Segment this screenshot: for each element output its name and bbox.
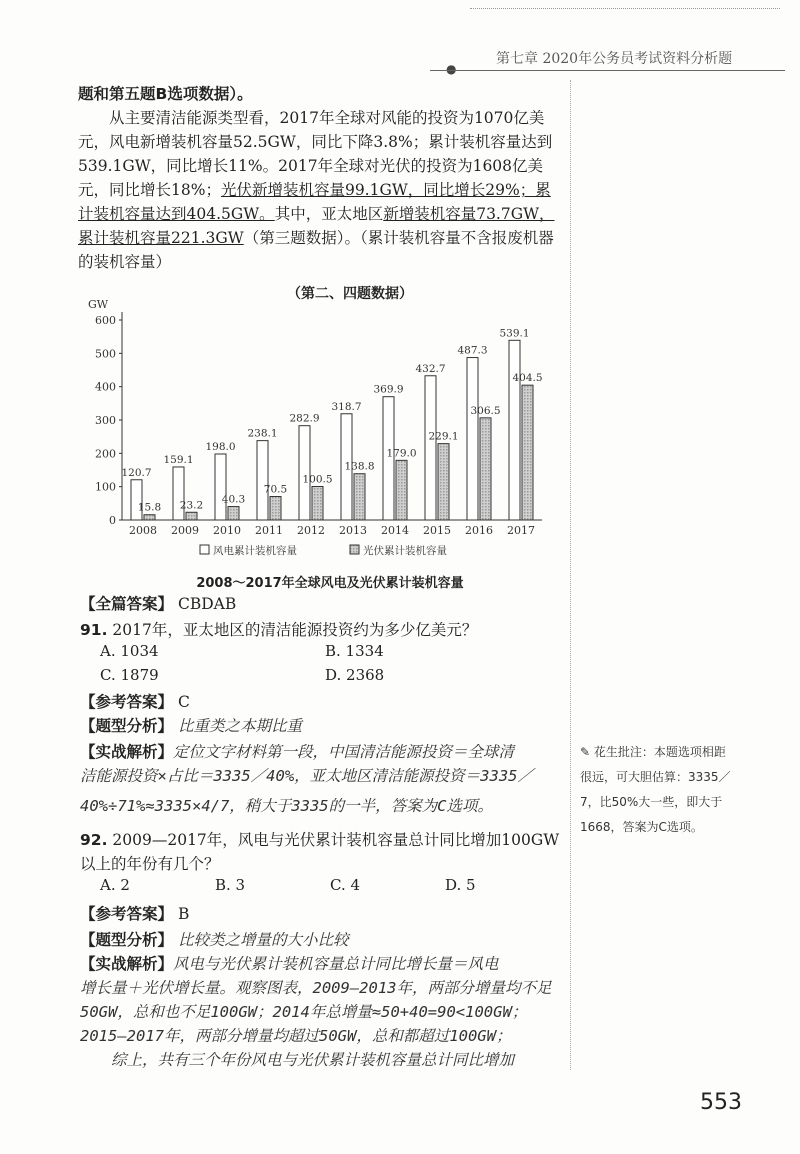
- q92-sol-line2: 增长量＋光伏增长量。观察图表，2009—2013年，两部分增量均不足: [80, 979, 552, 997]
- x-tick-label: 2016: [465, 524, 493, 537]
- intro-p1c: 其中，亚太地区: [274, 205, 384, 223]
- all-answers: [80, 592, 560, 616]
- q91-sol-line3: 40%÷71%≈3335×4/7，稍大于3335的一半，答案为C选项。: [80, 797, 493, 815]
- answers-label: 【全篇答案】: [80, 595, 174, 613]
- x-tick-label: 2014: [381, 524, 409, 537]
- header-dotted-rule: [470, 8, 780, 9]
- intro-paragraph: [78, 106, 560, 274]
- y-tick-label: 600: [95, 314, 116, 327]
- x-tick-label: 2015: [423, 524, 451, 537]
- legend-swatch-wind: [200, 545, 209, 554]
- wind-bar-2009: [173, 467, 184, 520]
- solar-bar-2016: [480, 418, 491, 520]
- wind-bar-2016: [467, 358, 478, 520]
- q91-ref-label: 【参考答案】: [80, 693, 174, 711]
- q92-sol-line5: 综上，共有三个年份风电与光伏累计装机容量总计同比增加: [111, 1051, 515, 1069]
- intro-line0: 题和第五题B选项数据）。: [78, 85, 253, 103]
- q91-sol-label: 【实战解析】: [80, 743, 174, 761]
- wind-value-label: 120.7: [121, 466, 152, 479]
- y-tick-label: 0: [109, 514, 116, 527]
- intro-p1e: （第三题数据）。（累计装机容量不含报废机器的装机容量）: [78, 229, 554, 271]
- question-92: [80, 828, 560, 876]
- y-tick-label: 500: [95, 347, 116, 361]
- wind-bar-2008: [131, 480, 142, 520]
- q91-option-a: A. 1034: [100, 642, 159, 660]
- answers-value: CBDAB: [177, 595, 237, 613]
- wind-value-label: 198.0: [205, 441, 236, 453]
- solar-bar-2012: [312, 487, 323, 521]
- wind-value-label: 539.1: [499, 327, 530, 340]
- q91-options: [100, 642, 560, 692]
- solar-value-label: 229.1: [428, 430, 459, 443]
- q91-sol-line1: 定位文字材料第一段，中国清洁能源投资＝全球清: [173, 743, 515, 761]
- wind-bar-2010: [215, 454, 226, 520]
- q92-number: 92.: [80, 831, 108, 849]
- q91-type-label: 【题型分析】: [80, 717, 174, 735]
- q92-text: 2009—2017年，风电与光伏累计装机容量总计同比增加100GW以上的年份有几个？: [80, 831, 560, 873]
- wind-bar-2015: [425, 376, 436, 520]
- solar-value-label: 306.5: [470, 404, 501, 417]
- q92-sol-label: 【实战解析】: [80, 955, 174, 973]
- q91-option-d: D. 2368: [325, 666, 385, 684]
- solar-value-label: 23.2: [179, 499, 204, 512]
- x-tick-label: 2013: [339, 524, 367, 537]
- q92-sol-line4: 2015—2017年，两部分增量均超过50GW，总和都超过100GW；: [80, 1027, 512, 1045]
- solar-bar-2011: [270, 497, 281, 521]
- wind-value-label: 369.9: [373, 383, 404, 396]
- q92-option-b: B. 3: [215, 876, 246, 894]
- question-91: [80, 618, 560, 642]
- solar-value-label: 15.8: [137, 501, 162, 514]
- header-rule: [430, 70, 785, 71]
- y-tick-label: 200: [95, 447, 116, 461]
- legend-label-solar: 光伏累计装机容量: [363, 545, 447, 557]
- sidenote-line2: 很远，可大胆估算：3335／: [580, 770, 731, 784]
- intro-p1d: 新增装机容量73.7GW，累计装机容量221.3GW: [78, 205, 555, 247]
- side-annotation: [580, 740, 765, 840]
- q91-option-b: B. 1334: [325, 642, 384, 660]
- q92-type-label: 【题型分析】: [80, 931, 174, 949]
- solar-value-label: 70.5: [263, 483, 288, 496]
- running-header: 第七章 2020年公务员考试资料分析题: [496, 51, 733, 67]
- y-tick-label: 400: [95, 380, 116, 394]
- solar-value-label: 138.8: [344, 460, 375, 473]
- q91-text: 2017年，亚太地区的清洁能源投资约为多少亿美元？: [112, 621, 478, 639]
- q91-ref-value: C: [177, 693, 190, 711]
- q91-number: 91.: [80, 621, 108, 639]
- solar-bar-2014: [396, 460, 407, 520]
- solar-bar-2015: [438, 444, 449, 520]
- q92-reference: [80, 902, 560, 926]
- solar-value-label: 404.5: [512, 372, 543, 385]
- q91-solution: [80, 740, 560, 818]
- sidenote-line1: [580, 740, 765, 765]
- y-tick-label: 100: [95, 480, 116, 494]
- q92-ref-value: B: [177, 905, 190, 923]
- q92-type-value: 比较类之增量的大小比较: [177, 931, 349, 949]
- q91-reference: [80, 690, 560, 714]
- chart-title: （第二、四题数据）: [287, 286, 413, 302]
- q92-solution: [80, 952, 560, 1072]
- wind-bar-2017: [509, 340, 520, 520]
- q92-options: [100, 876, 560, 900]
- wind-value-label: 318.7: [331, 400, 362, 413]
- q92-option-d: D. 5: [445, 876, 476, 894]
- solar-bar-2017: [522, 385, 533, 520]
- x-tick-label: 2012: [297, 524, 325, 537]
- q92-ref-label: 【参考答案】: [80, 905, 174, 923]
- q91-type: [80, 714, 560, 738]
- bar-chart: [80, 296, 550, 571]
- sidenote-text1: 花生批注：本题选项相距: [593, 745, 726, 759]
- wind-bar-2011: [257, 441, 268, 520]
- solar-bar-2009: [186, 512, 197, 520]
- wind-value-label: 159.1: [163, 453, 194, 466]
- intro-p1a: 从主要清洁能源类型看，2017年全球对风能的投资为1070亿美元，风电新增装机容量52.5GW，同比下降3.8%；累计装机容量达到539.1GW，同比增长11%。2017年全球对光伏的投资为1608亿美元，同比增长18%；: [78, 109, 553, 199]
- q91-sol-line2: 洁能源投资×占比＝3335／40%，亚太地区清洁能源投资＝3335／: [80, 767, 533, 785]
- solar-value-label: 100.5: [302, 473, 333, 486]
- note-icon: ✎: [580, 745, 594, 759]
- solar-value-label: 40.3: [221, 493, 246, 506]
- chart-caption: 2008～2017年全球风电及光伏累计装机容量: [196, 576, 464, 591]
- intro-block: [78, 82, 560, 274]
- x-tick-label: 2011: [255, 524, 283, 537]
- q92-option-c: C. 4: [330, 876, 361, 894]
- page-number: 553: [700, 1090, 742, 1115]
- sidenote-line3: 7，比50%大一些，即大于: [580, 795, 723, 809]
- legend-label-wind: 风电累计装机容量: [213, 545, 297, 557]
- intro-p1b: 光伏新增装机容量99.1GW，同比增长29%；累计装机容量达到404.5GW。: [78, 181, 551, 223]
- wind-value-label: 487.3: [457, 344, 488, 357]
- x-tick-label: 2010: [213, 524, 241, 537]
- q92-sol-line1: 风电与光伏累计装机容量总计同比增长量＝风电: [173, 955, 499, 973]
- x-tick-label: 2017: [507, 524, 535, 537]
- wind-value-label: 282.9: [289, 412, 320, 425]
- x-tick-label: 2009: [171, 524, 199, 537]
- wind-value-label: 432.7: [415, 362, 446, 375]
- header-bullet-icon: ●: [446, 62, 457, 76]
- legend-swatch-solar: [350, 545, 359, 554]
- x-tick-label: 2008: [129, 524, 157, 537]
- q92-sol-line3: 50GW，总和也不足100GW；2014年总增量≈50+40=90<100GW；: [80, 1003, 528, 1021]
- margin-divider: [570, 80, 571, 1070]
- y-tick-label: 300: [95, 414, 116, 427]
- q92-type: [80, 928, 560, 952]
- solar-bar-2008: [144, 515, 155, 520]
- y-axis-label: GW: [88, 298, 109, 311]
- solar-value-label: 179.0: [386, 447, 417, 460]
- q91-type-value: 比重类之本期比重: [177, 717, 302, 735]
- q92-option-a: A. 2: [100, 876, 130, 894]
- solar-bar-2013: [354, 474, 365, 520]
- solar-bar-2010: [228, 507, 239, 520]
- q91-option-c: C. 1879: [100, 666, 159, 684]
- wind-value-label: 238.1: [247, 427, 278, 440]
- sidenote-line4: 1668，答案为C选项。: [580, 820, 703, 834]
